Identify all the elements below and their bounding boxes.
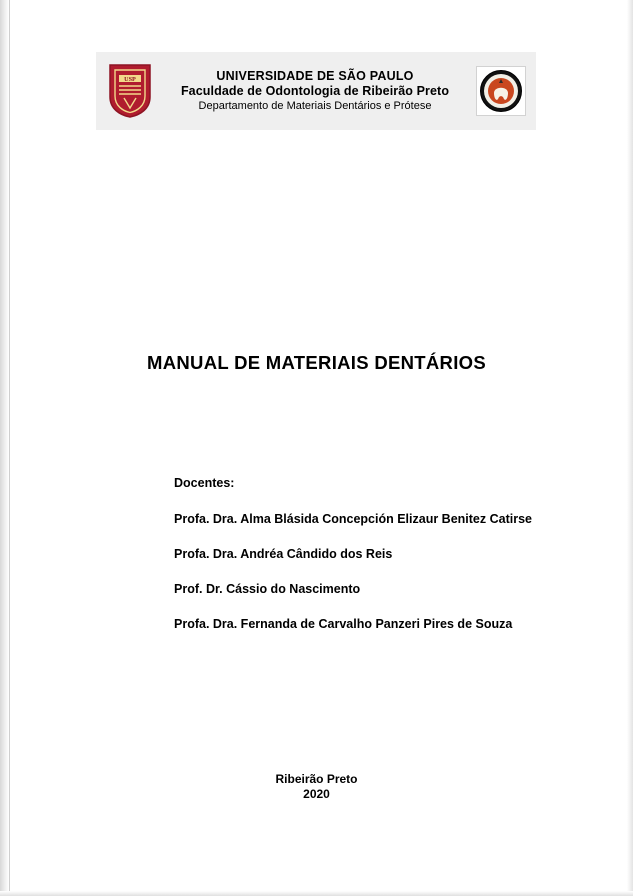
page-bottom-edge [0, 891, 633, 896]
faculty-section [174, 476, 574, 631]
page-title: MANUAL DE MATERIAIS DENTÁRIOS [147, 352, 486, 373]
page-left-edge-line [9, 0, 10, 896]
footer-city: Ribeirão Preto [275, 772, 358, 786]
department-name: Departamento de Materiais Dentários e Prótese [198, 99, 432, 112]
list-item: Profa. Dra. Fernanda de Carvalho Panzeri Pires de Souza [174, 617, 513, 631]
page-left-edge [0, 0, 9, 896]
footer-year: 2020 [303, 787, 330, 801]
svg-text:USP: USP [124, 76, 136, 84]
letterhead-banner [96, 52, 536, 130]
list-item: Profa. Dra. Alma Blásida Concepción Elizaur Benitez Catirse [174, 512, 532, 526]
faculty-name: Faculdade de Odontologia de Ribeirão Preto [180, 84, 450, 99]
list-item: Profa. Dra. Andréa Cândido dos Reis [174, 547, 393, 561]
list-item: Prof. Dr. Cássio do Nascimento [174, 582, 361, 596]
page-right-edge [627, 0, 633, 896]
usp-crest-icon [106, 63, 154, 119]
document-footer [0, 772, 633, 802]
university-name: UNIVERSIDADE DE SÃO PAULO [216, 69, 414, 84]
department-emblem-icon [476, 66, 526, 116]
letterhead-text-block [154, 69, 476, 113]
faculty-heading: Docentes: [174, 476, 235, 490]
